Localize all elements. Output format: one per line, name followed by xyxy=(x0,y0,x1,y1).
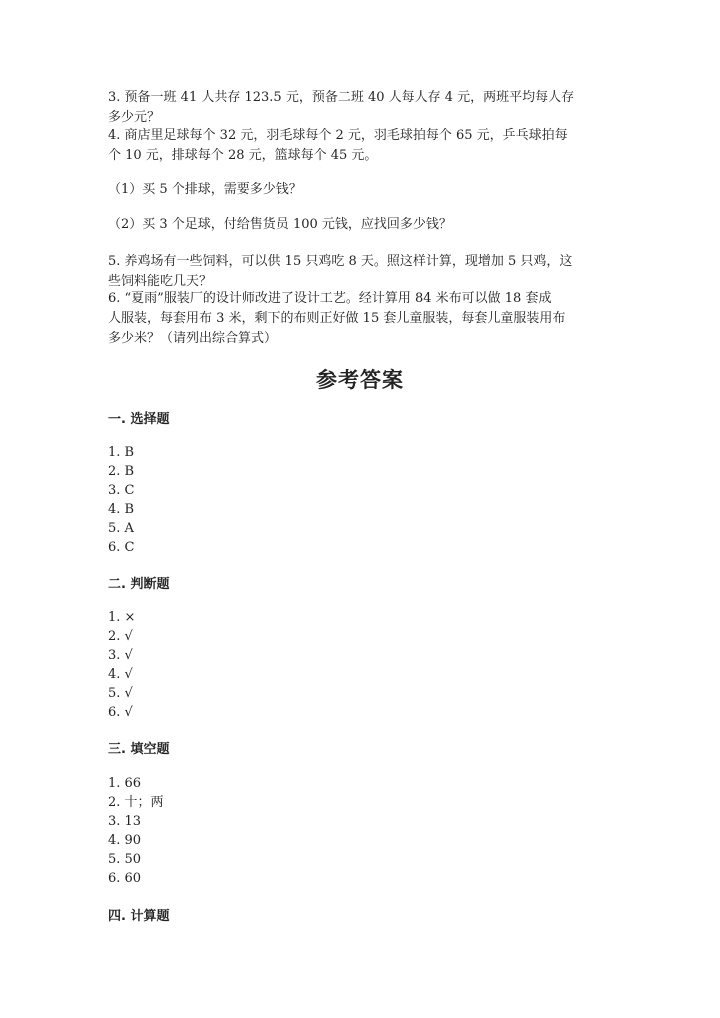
question-3-line-2: 多少元？ xyxy=(108,110,161,125)
answer-item: 3. 13 xyxy=(108,814,142,829)
question-4-part-2: （2）买 3 个足球，付给售货员 100 元钱，应找回多少钱？ xyxy=(108,217,452,232)
answer-item: 3. √ xyxy=(108,648,133,663)
section-heading-choice: 一. 选择题 xyxy=(108,412,170,427)
question-4 xyxy=(108,126,620,166)
answer-item: 6. √ xyxy=(108,705,133,720)
question-3 xyxy=(108,88,620,128)
answer-item: 5. √ xyxy=(108,686,133,701)
answer-item: 4. B xyxy=(108,502,135,517)
section-heading-fill-in: 三. 填空题 xyxy=(108,742,170,757)
answer-item: 5. A xyxy=(108,521,134,536)
answer-item: 4. 90 xyxy=(108,833,142,848)
question-3-line-1: 3. 预备一班 41 人共存 123.5 元，预备二班 40 人每人存 4 元，两班平均每人存 xyxy=(108,90,575,105)
question-4-line-2: 个 10 元，排球每个 28 元，篮球每个 45 元。 xyxy=(108,148,378,163)
question-5 xyxy=(108,252,620,292)
question-6-line-1: 6. “夏雨”服装厂的设计师改进了设计工艺。经计算用 84 米布可以做 18 套成 xyxy=(108,291,552,306)
question-6-line-2: 人服装，每套用布 3 米，剩下的布则正好做 15 套儿童服装，每套儿童服装用布 xyxy=(108,311,566,326)
answer-item: 1. 66 xyxy=(108,776,142,791)
section-heading-judgement: 二. 判断题 xyxy=(108,577,170,592)
answers-title: 参考答案 xyxy=(316,368,404,392)
section-answers-judgement xyxy=(108,608,135,722)
answer-item: 6. 60 xyxy=(108,871,142,886)
answer-item: 1. × xyxy=(108,610,136,625)
question-4-part-1: （1）买 5 个排球，需要多少钱？ xyxy=(108,182,302,197)
question-5-line-1: 5. 养鸡场有一些饲料，可以供 15 只鸡吃 8 天。照这样计算，现增加 5 只鸡，这 xyxy=(108,254,573,269)
section-answers-fill-in xyxy=(108,774,164,888)
answer-item: 2. √ xyxy=(108,629,133,644)
answer-item: 2. 十；两 xyxy=(108,795,164,810)
section-answers-choice xyxy=(108,443,134,557)
question-6-line-3: 多少米？（请列出综合算式） xyxy=(108,331,278,346)
answer-item: 3. C xyxy=(108,483,135,498)
answer-item: 1. B xyxy=(108,445,135,460)
answer-item: 5. 50 xyxy=(108,852,142,867)
question-4-line-1: 4. 商店里足球每个 32 元，羽毛球每个 2 元，羽毛球拍每个 65 元，乒乓球拍每 xyxy=(108,128,568,143)
answer-item: 4. √ xyxy=(108,667,133,682)
answer-item: 2. B xyxy=(108,464,135,479)
section-heading-calculation: 四. 计算题 xyxy=(108,909,170,924)
answer-item: 6. C xyxy=(108,540,135,555)
question-6 xyxy=(108,289,620,349)
question-5-line-2: 些饲料能吃几天？ xyxy=(108,274,213,289)
